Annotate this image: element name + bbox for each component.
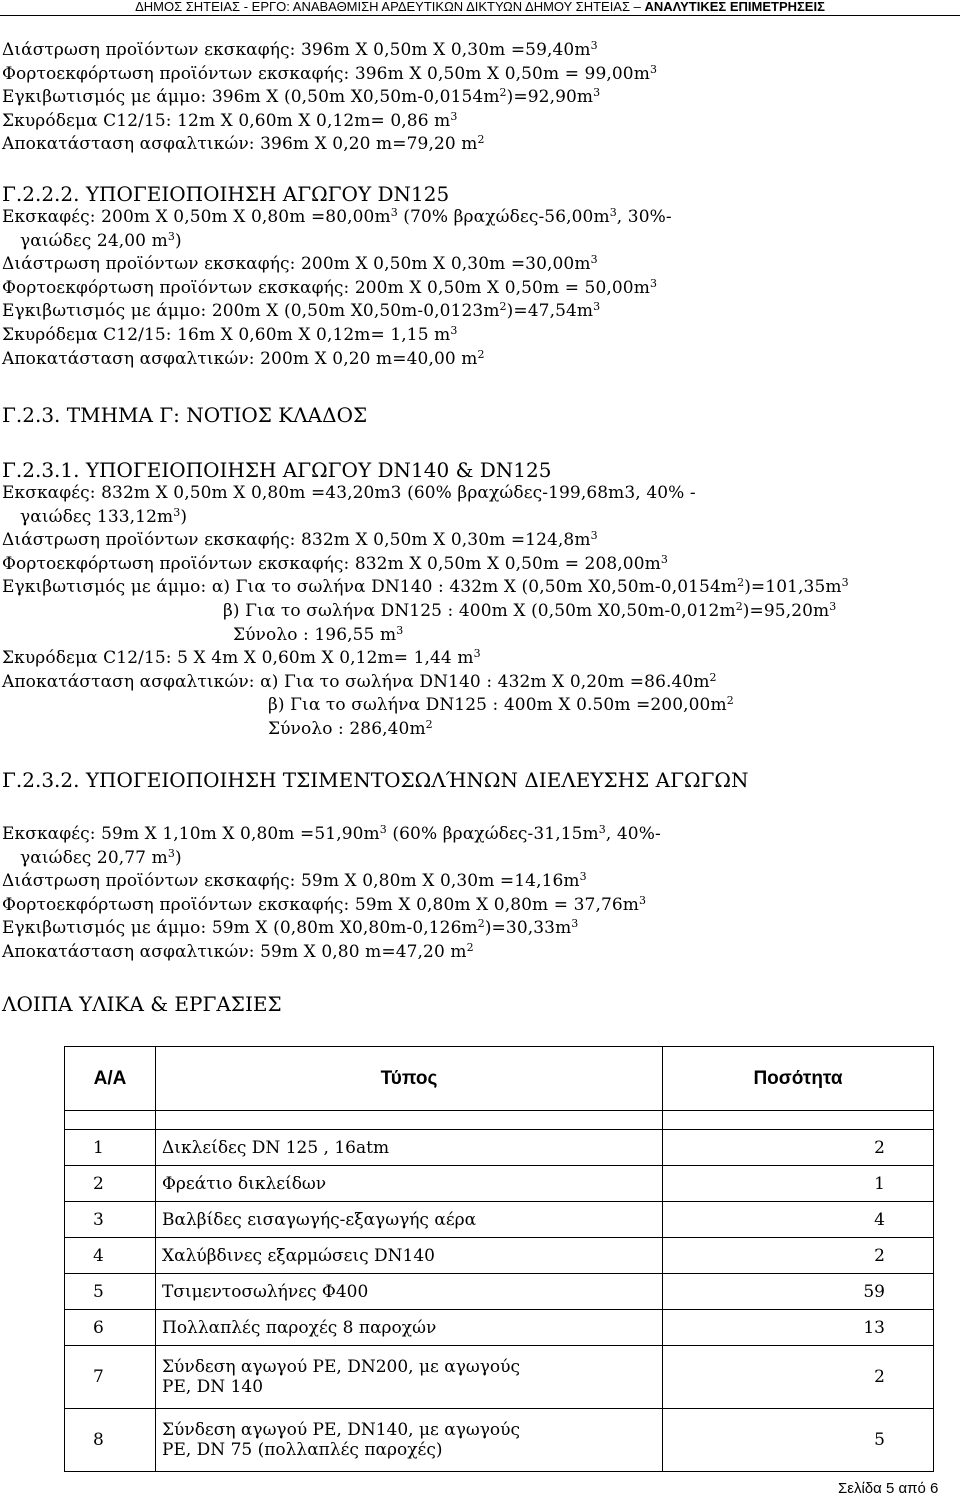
sup: 3 [590, 253, 598, 267]
cell-no: 2 [65, 1166, 156, 1202]
column-header-no: Α/Α [65, 1047, 156, 1111]
text-line [2, 718, 849, 742]
materials-table [64, 1046, 934, 1472]
header-subtitle: ΑΝΑΛΥΤΙΚΕΣ ΕΠΙΜΕΤΡΗΣΕΙΣ [644, 0, 825, 14]
sup: 3 [396, 623, 404, 637]
sup: 3 [639, 893, 647, 907]
sup: 3 [173, 505, 181, 519]
sup: 2 [726, 694, 734, 708]
text: Αποκατάσταση ασφαλτικών: 59m X 0,80 m=47,20 m [2, 941, 467, 962]
text: , 40%- [605, 824, 661, 844]
section-g232-heading-wrap [2, 768, 748, 792]
text: Αποκατάσταση ασφαλτικών: 396m X 0,20 m=79,20 m [2, 134, 478, 155]
cell-type: Χαλύβδινες εξαρμώσεις DN140 [156, 1238, 663, 1274]
text: )=95,20m [742, 600, 830, 621]
text: γαιώδες 133,12m [20, 506, 174, 527]
cell-type-line: PE, DN 140 [162, 1377, 264, 1397]
cell-qty: 59 [663, 1274, 934, 1310]
sup: 3 [473, 647, 481, 661]
text: Σύνολο : 196,55 m [233, 624, 397, 645]
column-header-type: Τύπος [156, 1047, 663, 1111]
table-row [65, 1409, 934, 1472]
table-row [65, 1130, 934, 1166]
text: )=47,54m [506, 301, 594, 322]
sup: 3 [379, 823, 387, 836]
sup: 2 [499, 86, 507, 100]
text: ) [174, 230, 182, 251]
sup: 2 [477, 133, 485, 147]
column-header-qty: Ποσότητα [663, 1047, 934, 1111]
text: γαιώδες 20,77 m [20, 847, 168, 868]
text: Διάστρωση προϊόντων εκσκαφής: 59m X 0,80m X 0,30m =14,16m [2, 871, 580, 892]
sup: 3 [571, 917, 579, 931]
text-line [2, 894, 661, 918]
header-rule [0, 15, 960, 16]
text-line [2, 348, 672, 372]
section-heading: Γ.2.3.1. ΥΠΟΓΕΙΟΠΟΙΗΣΗ ΑΓΩΓΟΥ DN140 & DN125 [2, 458, 552, 482]
text: Εγκιβωτισμός με άμμο: 200m X (0,50m X0,50m-0,0123m [2, 301, 500, 322]
sup: 3 [590, 529, 598, 543]
cell-qty: 1 [663, 1166, 934, 1202]
section-g23 [2, 403, 367, 427]
sup: 3 [841, 576, 849, 590]
text-line [2, 624, 849, 648]
text-line [2, 647, 849, 671]
sup: 3 [450, 109, 458, 123]
text-line [2, 86, 657, 110]
text: Φορτοεκφόρτωση προϊόντων εκσκαφής: 832m X 0,50m X 0,50m = 208,00m [2, 553, 661, 574]
sup: 2 [425, 717, 433, 731]
text: Εκσκαφές: 59m X 1,10m X 0,80m =51,90m [2, 824, 380, 844]
section-g232 [2, 823, 661, 965]
text-line [2, 576, 849, 600]
cell-type [156, 1409, 663, 1472]
text-line [2, 277, 672, 301]
sup: 3 [598, 823, 606, 836]
text-line [2, 694, 849, 718]
cell-type [156, 1346, 663, 1409]
section-heading: Γ.2.3.2. ΥΠΟΓΕΙΟΠΟΙΗΣΗ ΤΣΙΜΕΝΤΟΣΩΛΉΝΩΝ ΔΙΕΛΕΥΣΗΣ ΑΓΩΓΩΝ [2, 768, 749, 792]
sup: 3 [660, 552, 668, 566]
table-row [65, 1166, 934, 1202]
cell-no: 6 [65, 1310, 156, 1346]
text: Σκυρόδεμα C12/15: 5 X 4m X 0,60m X 0,12m= 1,44 m [2, 648, 474, 669]
sup: 3 [450, 323, 458, 337]
text: )=101,35m [744, 577, 842, 598]
text: , 30%- [616, 207, 672, 227]
text: Φορτοεκφόρτωση προϊόντων εκσκαφής: 396m X 0,50m X 0,50m = 99,00m [2, 63, 650, 84]
other-heading: ΛΟΙΠΑ ΥΛΙΚΑ & ΕΡΓΑΣΙΕΣ [2, 992, 282, 1016]
sup: 2 [466, 940, 474, 954]
text-line [2, 63, 657, 87]
sup: 3 [390, 206, 398, 219]
sup: 3 [593, 300, 601, 314]
cell-type: Φρεάτιο δικλείδων [156, 1166, 663, 1202]
page-header [0, 0, 960, 14]
text: Σύνολο : 286,40m [268, 718, 426, 739]
text-line [2, 324, 672, 348]
text: γαιώδες 24,00 m [20, 230, 168, 251]
sup: 2 [477, 917, 485, 931]
cell-type: Δικλείδες DN 125 , 16atm [156, 1130, 663, 1166]
sup: 3 [609, 206, 617, 219]
cell-qty: 2 [663, 1346, 934, 1409]
section-g231 [2, 458, 849, 742]
sup: 3 [829, 599, 837, 613]
sup: 2 [737, 576, 745, 590]
sup: 2 [477, 347, 485, 361]
cell-no: 4 [65, 1238, 156, 1274]
text-line [2, 300, 672, 324]
sup: 3 [649, 276, 658, 290]
text-line [2, 39, 657, 63]
text: Αποκατάσταση ασφαλτικών: α) Για το σωλήνα DN140 : 432m X 0,20m =86.40m [2, 671, 710, 692]
text-line [2, 206, 672, 230]
text: Εγκιβωτισμός με άμμο: 59m X (0,80m X0,80m-0,126m [2, 918, 478, 939]
text: Διάστρωση προϊόντων εκσκαφής: 396m X 0,50m X 0,30m =59,40m [2, 40, 591, 60]
cell-qty: 5 [663, 1409, 934, 1472]
text-line [2, 253, 672, 277]
cell-type-line: Σύνδεση αγωγού PE, DN140, με αγωγούς [162, 1420, 520, 1440]
cell-no: 1 [65, 1130, 156, 1166]
text-line [2, 506, 849, 530]
text: )=92,90m [506, 87, 594, 108]
cell-qty: 2 [663, 1238, 934, 1274]
cell-type: Βαλβίδες εισαγωγής-εξαγωγής αέρα [156, 1202, 663, 1238]
text-line [2, 847, 661, 871]
text-line [2, 133, 657, 157]
cell-type-line: Σύνδεση αγωγού PE, DN200, με αγωγούς [162, 1357, 520, 1377]
sup: 3 [167, 229, 175, 243]
text: Φορτοεκφόρτωση προϊόντων εκσκαφής: 200m X 0,50m X 0,50m = 50,00m [2, 277, 650, 298]
other-heading-wrap [2, 992, 282, 1016]
sup: 3 [593, 86, 601, 100]
table-row [65, 1238, 934, 1274]
cell-type: Πολλαπλές παροχές 8 παροχών [156, 1310, 663, 1346]
section-heading: Γ.2.3. ΤΜΗΜΑ Γ: ΝΟΤΙΟΣ ΚΛΑΔΟΣ [2, 403, 368, 427]
text: β) Για το σωλήνα DN125 : 400m X 0.50m =200,00m [268, 695, 727, 716]
text: Εγκιβωτισμός με άμμο: α) Για το σωλήνα DN140 : 432m X (0,50m X0,50m-0,0154m [2, 577, 738, 598]
cell-qty: 13 [663, 1310, 934, 1346]
cell-no: 3 [65, 1202, 156, 1238]
table-row [65, 1310, 934, 1346]
table-row [65, 1202, 934, 1238]
text-line: Εκσκαφές: 832m X 0,50m X 0,80m =43,20m3 (60% βραχώδες-199,68m3, 40% - [2, 483, 696, 503]
text: β) Για το σωλήνα DN125 : 400m X (0,50m X0,50m-0,012m [223, 600, 736, 621]
text: )=30,33m [484, 918, 572, 939]
sup: 2 [499, 300, 507, 314]
cell-qty: 2 [663, 1130, 934, 1166]
text: (70% βραχώδες-56,00m [397, 207, 610, 227]
sup: 2 [709, 670, 717, 684]
sup: 3 [649, 62, 658, 76]
text: Σκυρόδεμα C12/15: 16m X 0,60m X 0,12m= 1,15 m [2, 324, 451, 345]
table-header-row [65, 1047, 934, 1111]
text: ) [174, 847, 182, 868]
text: ) [180, 506, 188, 527]
text: Φορτοεκφόρτωση προϊόντων εκσκαφής: 59m X 0,80m X 0,80m = 37,76m [2, 894, 640, 915]
table-row [65, 1274, 934, 1310]
table-spacer [65, 1111, 934, 1130]
sup: 3 [590, 39, 598, 52]
cell-no: 5 [65, 1274, 156, 1310]
cell-no: 7 [65, 1346, 156, 1409]
page-number: Σελίδα 5 από 6 [838, 1480, 939, 1497]
text-line [2, 671, 849, 695]
block-continuation [2, 39, 657, 157]
sup: 3 [579, 870, 587, 884]
table-row [65, 1346, 934, 1409]
text: (60% βραχώδες-31,15m [386, 824, 599, 844]
text: Διάστρωση προϊόντων εκσκαφής: 832m X 0,50m X 0,30m =124,8m [2, 530, 591, 551]
section-g222 [2, 182, 672, 371]
cell-type: Τσιμεντοσωλήνες Φ400 [156, 1274, 663, 1310]
text-line [2, 529, 849, 553]
text-line [2, 230, 672, 254]
text-line [2, 553, 849, 577]
text-line [2, 870, 661, 894]
text: Διάστρωση προϊόντων εκσκαφής: 200m X 0,50m X 0,30m =30,00m [2, 254, 591, 275]
sup: 3 [167, 846, 175, 860]
section-heading: Γ.2.2.2. ΥΠΟΓΕΙΟΠΟΙΗΣΗ ΑΓΩΓΟΥ DN125 [2, 182, 450, 206]
text: Εγκιβωτισμός με άμμο: 396m X (0,50m X0,50m-0,0154m [2, 87, 500, 108]
text-line [2, 823, 661, 847]
sup: 2 [735, 599, 743, 613]
text-line [2, 941, 661, 965]
text-line [2, 110, 657, 134]
cell-no: 8 [65, 1409, 156, 1472]
cell-qty: 4 [663, 1202, 934, 1238]
header-title: ΔΗΜΟΣ ΣΗΤΕΙΑΣ - ΕΡΓΟ: ΑΝΑΒΑΘΜΙΣΗ ΑΡΔΕΥΤΙΚΩΝ ΔΙΚΤΥΩΝ ΔΗΜΟΥ ΣΗΤΕΙΑΣ – [135, 0, 641, 14]
text: Αποκατάσταση ασφαλτικών: 200m X 0,20 m=40,00 m [2, 348, 478, 369]
text-line [2, 917, 661, 941]
text: Εκσκαφές: 200m X 0,50m X 0,80m =80,00m [2, 207, 391, 227]
text-line [2, 600, 849, 624]
cell-type-line: PE, DN 75 (πολλαπλές παροχές) [162, 1440, 443, 1460]
text: Σκυρόδεμα C12/15: 12m X 0,60m X 0,12m= 0,86 m [2, 110, 451, 131]
